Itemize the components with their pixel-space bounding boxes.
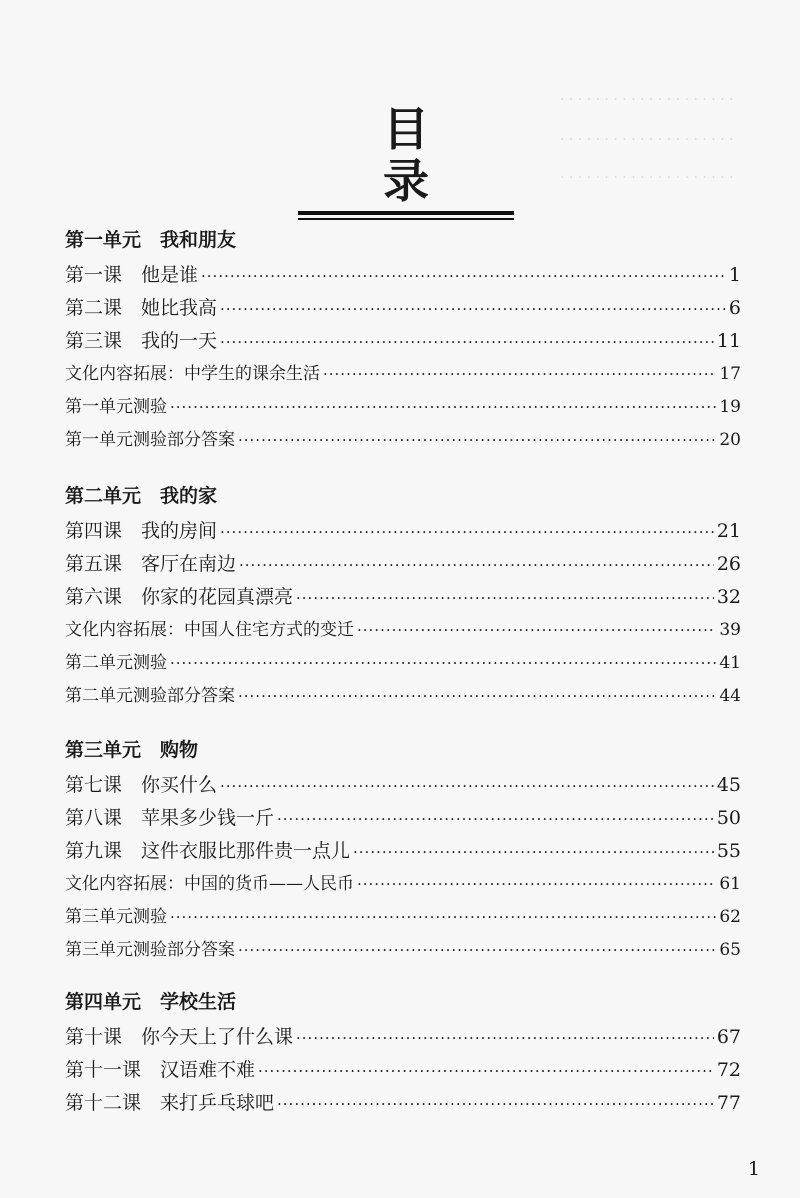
toc-entry[interactable] <box>65 680 741 713</box>
entry-page-number: 77 <box>716 1092 741 1114</box>
entry-page-number: 11 <box>716 330 741 352</box>
entry-page-number: 41 <box>719 653 741 673</box>
entry-page-number: 20 <box>719 430 741 450</box>
entry-label: 第二单元测验 <box>65 653 167 673</box>
entry-page-number: 67 <box>716 1026 741 1048</box>
toc-entry[interactable] <box>65 647 741 680</box>
entry-label: 第二单元测验部分答案 <box>65 686 235 706</box>
unit-section <box>65 736 741 967</box>
toc-entry[interactable] <box>65 548 741 581</box>
toc-title-block <box>298 103 514 220</box>
entry-label: 第六课 你家的花园真漂亮 <box>65 586 294 608</box>
title-underline-thin <box>298 218 514 220</box>
dot-leader <box>170 391 716 424</box>
entry-label: 第一课 他是谁 <box>65 264 199 286</box>
toc-entry[interactable] <box>65 292 741 325</box>
entry-label: 第一单元测验部分答案 <box>65 430 235 450</box>
toc-entry[interactable] <box>65 1087 741 1120</box>
entry-page-number: 44 <box>719 686 741 706</box>
entry-page-number: 72 <box>716 1059 741 1081</box>
unit-section <box>65 482 741 713</box>
dot-leader <box>170 901 716 934</box>
entry-label: 第三课 我的一天 <box>65 330 218 352</box>
title-underline-thick <box>298 211 514 215</box>
entry-label: 第一单元测验 <box>65 397 167 417</box>
dot-leader <box>220 326 714 359</box>
entry-page-number: 39 <box>719 620 741 640</box>
entry-label: 第三单元测验部分答案 <box>65 940 235 960</box>
toc-entry[interactable] <box>65 325 741 358</box>
dot-leader <box>357 614 716 647</box>
entry-page-number: 6 <box>728 297 741 319</box>
unit-section <box>65 226 741 457</box>
entry-label: 第二课 她比我高 <box>65 297 218 319</box>
entry-label: 第八课 苹果多少钱一斤 <box>65 807 275 829</box>
entry-label: 文化内容拓展：中学生的课余生活 <box>65 364 320 384</box>
dot-leader <box>277 1088 714 1121</box>
dot-leader <box>201 260 726 293</box>
dot-leader <box>170 647 716 680</box>
entry-label: 第十二课 来打乒乓球吧 <box>65 1092 275 1114</box>
unit-title: 第四单元 学校生活 <box>65 991 237 1013</box>
toc-entry[interactable] <box>65 769 741 802</box>
dot-leader <box>258 1055 714 1088</box>
unit-title: 第一单元 我和朋友 <box>65 229 237 251</box>
dot-leader <box>238 424 716 457</box>
entry-page-number: 61 <box>719 874 741 894</box>
toc-entry[interactable] <box>65 1054 741 1087</box>
dot-leader <box>220 293 726 326</box>
toc-entry[interactable] <box>65 515 741 548</box>
dot-leader <box>220 770 714 803</box>
dot-leader <box>220 516 714 549</box>
entry-page-number: 21 <box>716 520 741 542</box>
toc-entry[interactable] <box>65 802 741 835</box>
unit-title: 第二单元 我的家 <box>65 485 218 507</box>
dot-leader <box>357 868 716 901</box>
entry-page-number: 62 <box>719 907 741 927</box>
dot-leader <box>296 582 714 615</box>
dot-leader <box>277 803 714 836</box>
dot-leader <box>239 549 714 582</box>
entry-page-number: 50 <box>716 807 741 829</box>
entry-page-number: 19 <box>719 397 741 417</box>
toc-entry[interactable] <box>65 835 741 868</box>
toc-entry[interactable] <box>65 358 741 391</box>
entry-label: 第三单元测验 <box>65 907 167 927</box>
entry-label: 文化内容拓展：中国人住宅方式的变迁 <box>65 620 354 640</box>
dot-leader <box>323 358 716 391</box>
bleed-through-text: · · · · · · · · · · · · · · · · · · · · <box>560 170 734 186</box>
entry-label: 第九课 这件衣服比那件贵一点儿 <box>65 840 351 862</box>
entry-page-number: 65 <box>719 940 741 960</box>
entry-page-number: 45 <box>716 774 741 796</box>
toc-entry[interactable] <box>65 259 741 292</box>
unit-title: 第三单元 购物 <box>65 739 199 761</box>
entry-label: 第七课 你买什么 <box>65 774 218 796</box>
entry-page-number: 26 <box>716 553 741 575</box>
toc-entry[interactable] <box>65 1021 741 1054</box>
entry-page-number: 55 <box>716 840 741 862</box>
bleed-through-text: · · · · · · · · · · · · · · · · · · · · <box>560 132 734 148</box>
dot-leader <box>296 1022 714 1055</box>
unit-section <box>65 988 741 1120</box>
toc-entry[interactable] <box>65 614 741 647</box>
entry-label: 第四课 我的房间 <box>65 520 218 542</box>
dot-leader <box>238 934 716 967</box>
toc-entry[interactable] <box>65 424 741 457</box>
entry-page-number: 17 <box>719 364 741 384</box>
entry-page-number: 32 <box>716 586 741 608</box>
toc-entry[interactable] <box>65 391 741 424</box>
entry-label: 第十一课 汉语难不难 <box>65 1059 256 1081</box>
bleed-through-text: · · · · · · · · · · · · · · · · · · · · <box>560 92 734 108</box>
dot-leader <box>238 680 716 713</box>
entry-page-number: 1 <box>728 264 741 286</box>
toc-entry[interactable] <box>65 868 741 901</box>
toc-entry[interactable] <box>65 934 741 967</box>
entry-label: 文化内容拓展：中国的货币——人民币 <box>65 874 354 894</box>
dot-leader <box>353 836 714 869</box>
toc-entry[interactable] <box>65 901 741 934</box>
entry-label: 第十课 你今天上了什么课 <box>65 1026 294 1048</box>
toc-entry[interactable] <box>65 581 741 614</box>
page-title: 目 录 <box>383 102 469 208</box>
entry-label: 第五课 客厅在南边 <box>65 553 237 575</box>
page-number: 1 <box>747 1158 760 1180</box>
